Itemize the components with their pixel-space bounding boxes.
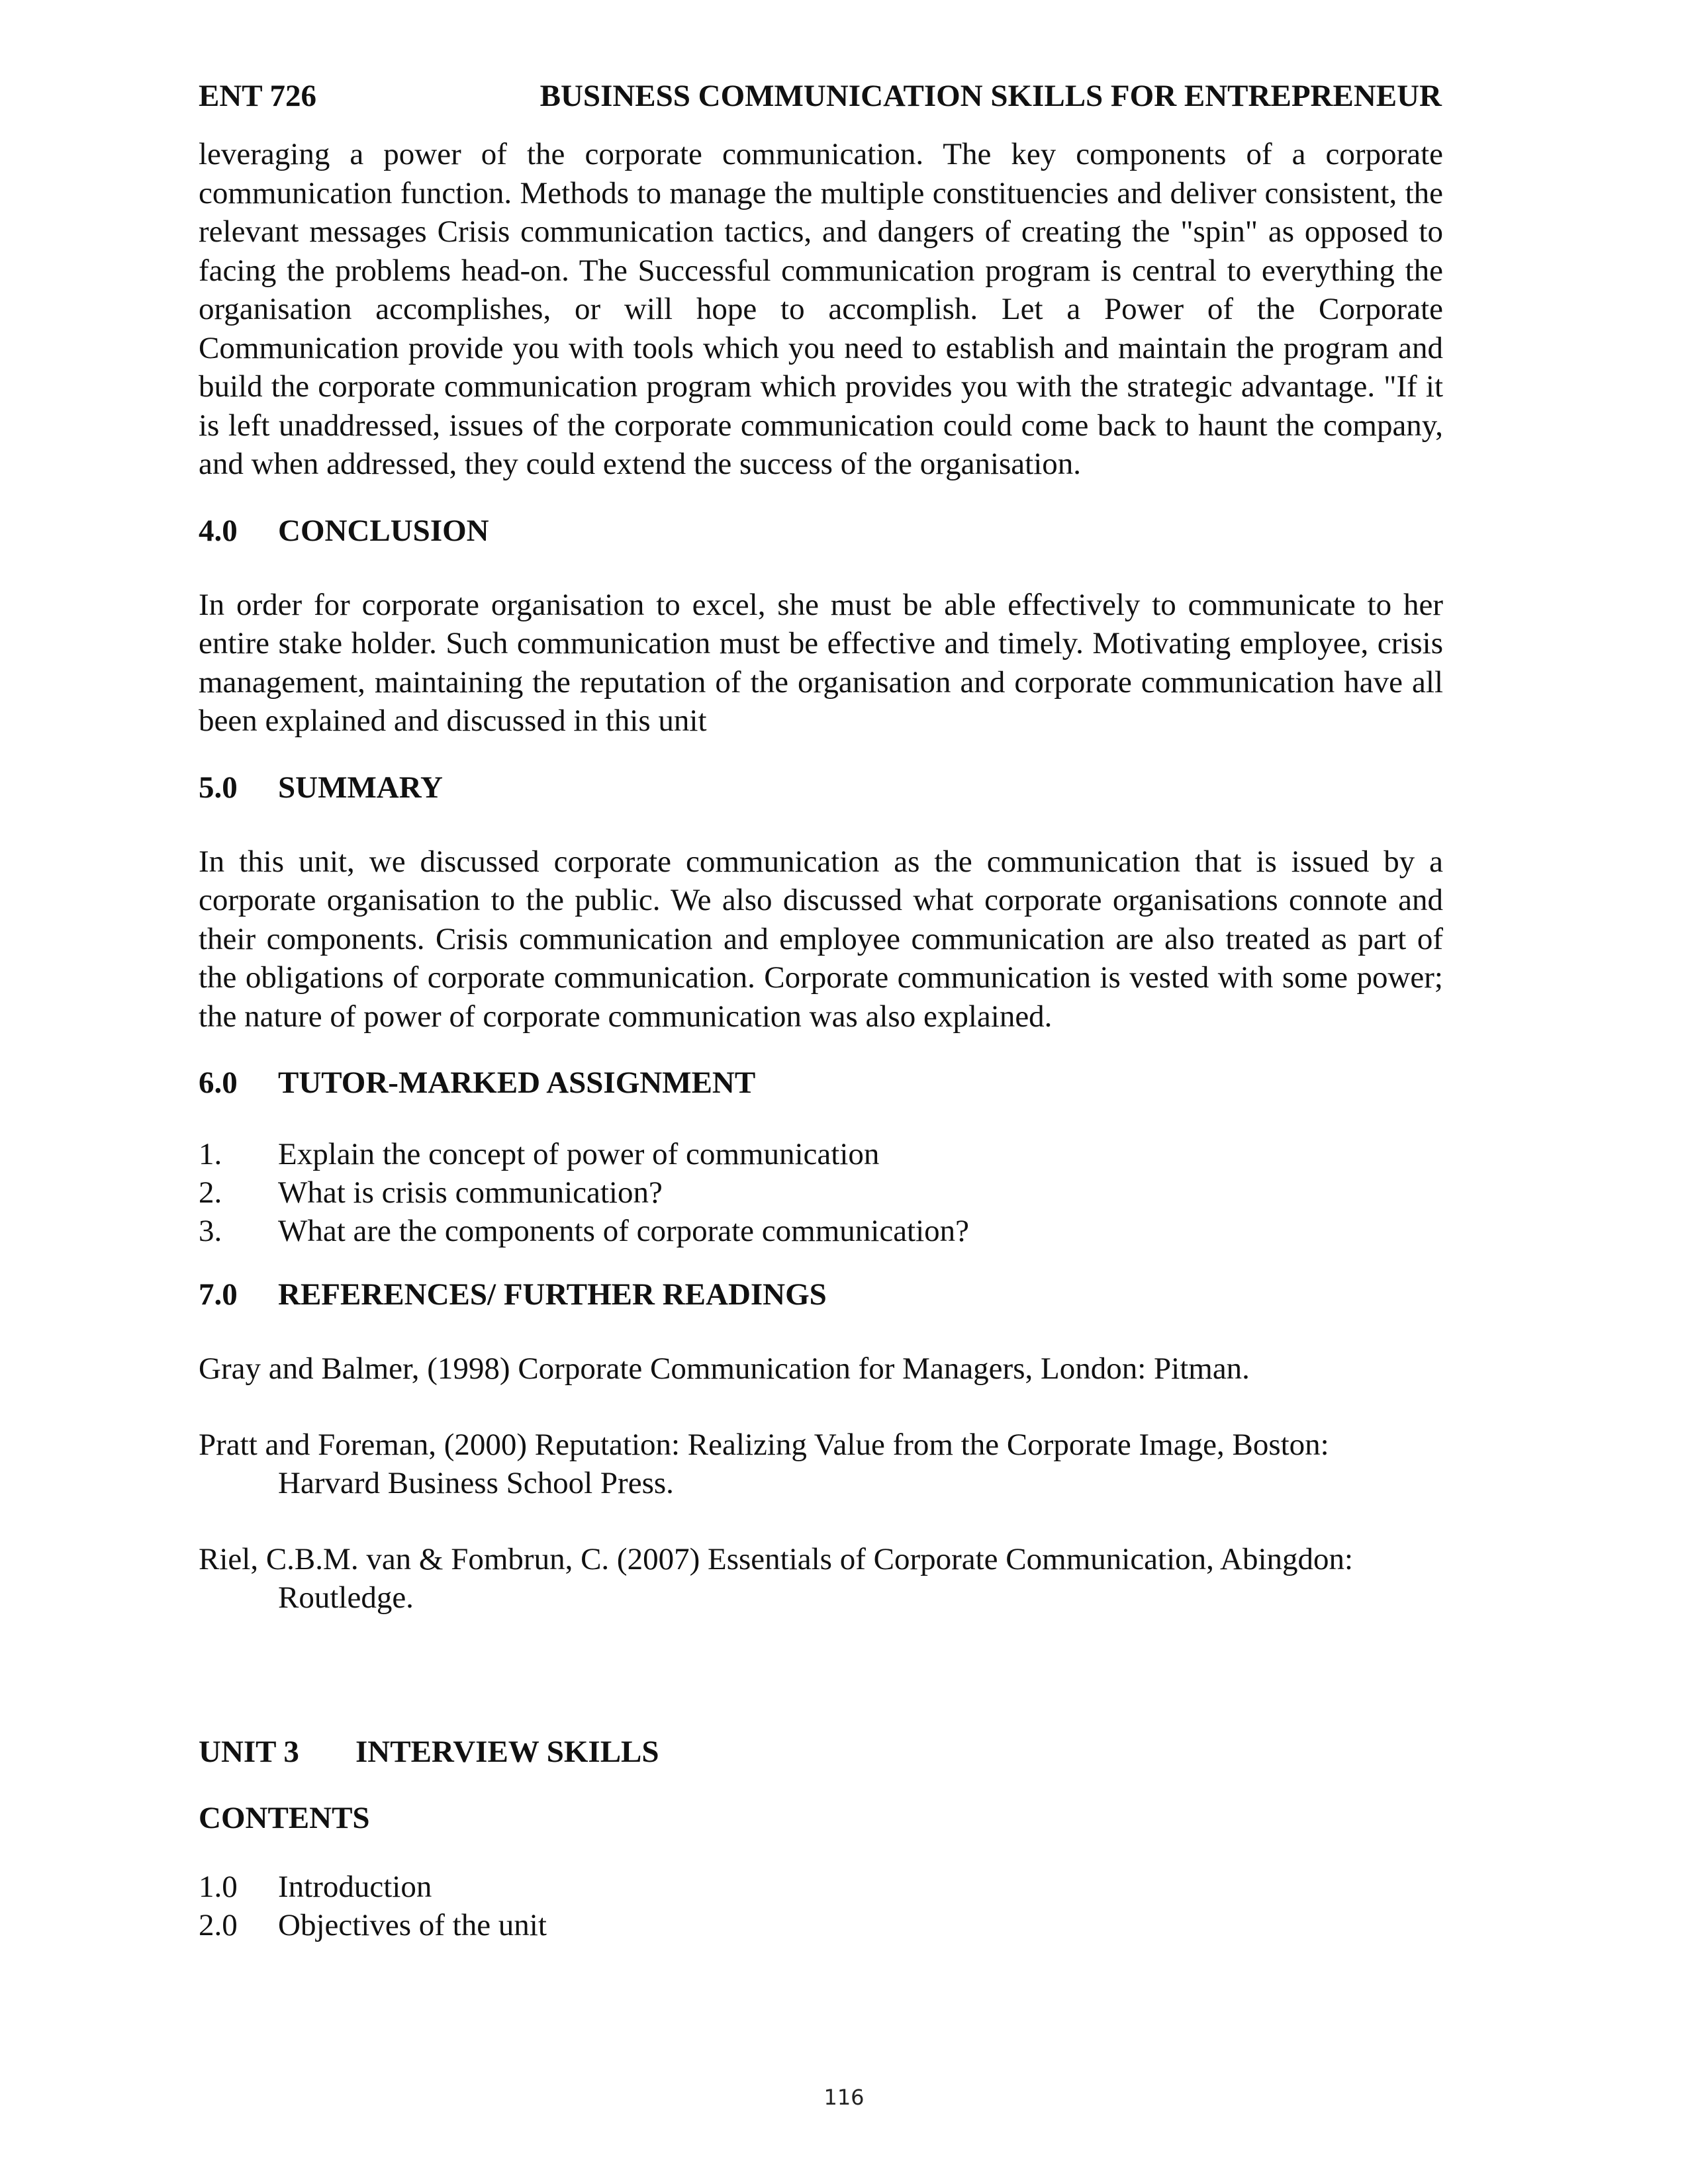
list-item	[199, 1212, 1443, 1250]
list-item	[199, 1173, 1443, 1212]
item-number: 1.0	[199, 1869, 238, 1904]
section-number: 5.0	[199, 770, 238, 805]
reference-entry: Pratt and Foreman, (2000) Reputation: Realizing Value from the Corporate Image, Boston: Harvard Business School Press.	[199, 1427, 1329, 1500]
reference-entry: Riel, C.B.M. van & Fombrun, C. (2007) Essentials of Corporate Communication, Abingdon: Routledge.	[199, 1541, 1354, 1615]
list-item	[199, 1868, 1443, 1906]
course-title: BUSINESS COMMUNICATION SKILLS FOR ENTREPRENEUR	[539, 79, 1442, 113]
item-number: 3.	[199, 1214, 222, 1248]
reference-entry: Gray and Balmer, (1998) Corporate Communication for Managers, London: Pitman.	[199, 1351, 1250, 1386]
item-number: 1.	[199, 1137, 222, 1171]
section-number: 6.0	[199, 1066, 238, 1100]
item-number: 2.0	[199, 1907, 238, 1942]
item-text: Objectives of the unit	[278, 1907, 547, 1942]
tma-heading	[199, 1061, 1443, 1105]
course-code: ENT 726	[199, 79, 317, 113]
item-text: What is crisis communication?	[278, 1175, 663, 1210]
unit-title: INTERVIEW SKILLS	[355, 1734, 659, 1769]
page-number: 116	[823, 2085, 865, 2110]
intro-paragraph: leveraging a power of the corporate communication. The key components of a corporate communication function. Methods to manage the multiple constituencies and deliver consistent, the relevant messages Crisis communication tactics, and dangers of creating the "spin" as opposed to facing the problems head-on. The Successful communication program is central to everything the organisation accomplishes, or will hope to accomplish. Let a Power of the Corporate Communication provide you with tools which you need to establish and maintain the program and build the corporate communication program which provides you with the strategic advantage. "If it is left unaddressed, issues of the corporate communication could come back to haunt the company, and when addressed, they could extend the success of the organisation.	[199, 137, 1443, 481]
conclusion-heading	[199, 509, 1443, 553]
list-item	[199, 1135, 1443, 1173]
section-number: 4.0	[199, 513, 238, 548]
section-title: CONCLUSION	[278, 513, 489, 548]
contents-list	[199, 1868, 1443, 1944]
contents-heading: CONTENTS	[199, 1800, 370, 1835]
section-number: 7.0	[199, 1277, 238, 1312]
unit-heading	[199, 1730, 1443, 1774]
unit-label: UNIT 3	[199, 1734, 299, 1769]
section-title: REFERENCES/ FURTHER READINGS	[278, 1277, 827, 1312]
document-page	[199, 74, 1443, 1944]
section-title: SUMMARY	[278, 770, 443, 805]
item-text: What are the components of corporate communication?	[278, 1214, 970, 1248]
running-header	[199, 74, 1443, 118]
section-title: TUTOR-MARKED ASSIGNMENT	[278, 1066, 756, 1100]
tma-list	[199, 1135, 1443, 1250]
item-text: Explain the concept of power of communication	[278, 1137, 880, 1171]
summary-paragraph: In this unit, we discussed corporate communication as the communication that is issued by a corporate organisation to the public. We also discussed what corporate organisations connote and their components. Crisis communication and employee communication are also treated as part of the obligations of corporate communication. Corporate communication is vested with some power; the nature of power of corporate communication was also explained.	[199, 844, 1443, 1034]
item-number: 2.	[199, 1175, 222, 1210]
conclusion-paragraph: In order for corporate organisation to excel, she must be able effectively to communicate to her entire stake holder. Such communication must be effective and timely. Motivating employee, crisis management, maintaining the reputation of the organisation and corporate communication have all been explained and discussed in this unit	[199, 587, 1443, 738]
references-heading	[199, 1273, 1443, 1316]
summary-heading	[199, 766, 1443, 809]
item-text: Introduction	[278, 1869, 432, 1904]
list-item	[199, 1906, 1443, 1944]
